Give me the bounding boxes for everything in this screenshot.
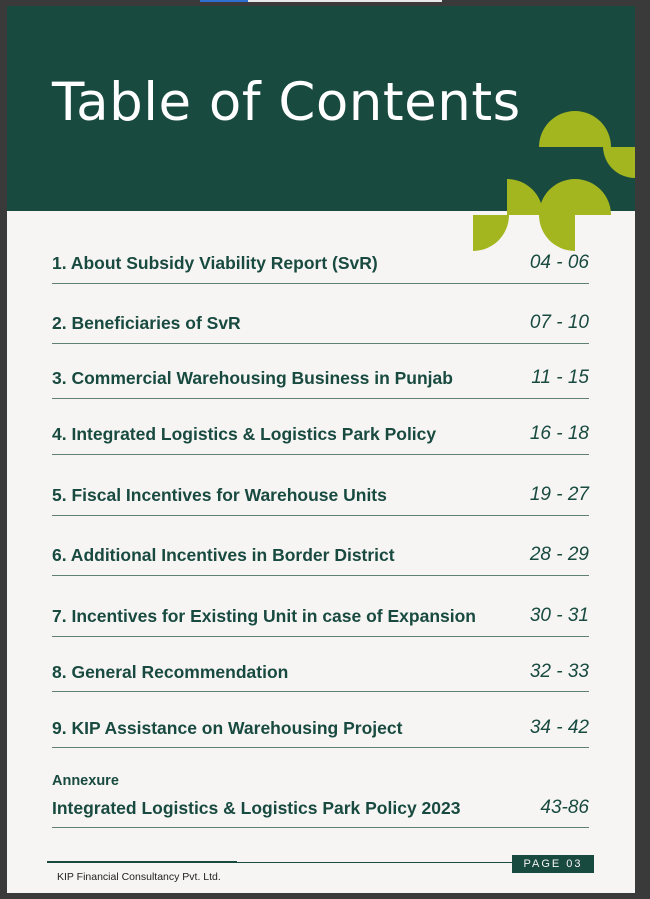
- deco-shape-6: [575, 179, 611, 215]
- toc-entry-pages: 19 - 27: [529, 484, 589, 505]
- annexure-entry[interactable]: [52, 796, 589, 828]
- geometric-decoration: [7, 6, 635, 266]
- footer-divider-thin: [237, 862, 512, 863]
- toc-entry-label: 8. General Recommendation: [52, 662, 289, 682]
- toc-entry-pages: 28 - 29: [529, 544, 589, 565]
- company-name: KIP Financial Consultancy Pvt. Ltd.: [57, 871, 221, 883]
- toc-entry-2[interactable]: [52, 284, 589, 344]
- toc-entry-label: 4. Integrated Logistics & Logistics Park Policy: [52, 424, 437, 444]
- toc-entry-label: 5. Fiscal Incentives for Warehouse Units: [52, 485, 387, 505]
- toc-entry-label: 3. Commercial Warehousing Business in Punjab: [52, 368, 453, 388]
- toc-entry-5[interactable]: [52, 455, 589, 516]
- annexure-heading: Annexure: [52, 773, 119, 789]
- annexure-label: Integrated Logistics & Logistics Park Policy 2023: [52, 798, 461, 818]
- toc-entry-label: 9. KIP Assistance on Warehousing Project: [52, 718, 403, 738]
- page-title: Table of Contents: [52, 72, 521, 133]
- toc-entry-3[interactable]: [52, 344, 589, 399]
- toc-entry-pages: 32 - 33: [529, 661, 589, 682]
- deco-shape-4: [507, 179, 543, 215]
- toc-entry-pages: 11 - 15: [531, 367, 589, 388]
- deco-shape-3: [603, 147, 635, 178]
- toc-entry-label: 7. Incentives for Existing Unit in case of Expansion: [52, 606, 476, 626]
- viewer-top-strip-blue: [200, 0, 248, 2]
- toc-entry-9[interactable]: [52, 692, 589, 748]
- toc-entry-label: 2. Beneficiaries of SvR: [52, 313, 241, 333]
- toc-entry-pages: 34 - 42: [529, 717, 589, 738]
- toc-entry-pages: 16 - 18: [529, 423, 589, 444]
- toc-entry-1[interactable]: [52, 238, 589, 284]
- footer-divider-thick: [47, 861, 237, 863]
- toc-entry-pages: 04 - 06: [529, 252, 589, 273]
- toc-entry-pages: 07 - 10: [529, 312, 589, 333]
- page-number-badge: PAGE 03: [512, 855, 594, 873]
- annexure-pages: 43-86: [540, 797, 589, 818]
- toc-entry-7[interactable]: [52, 576, 589, 637]
- toc-entry-label: 1. About Subsidy Viability Report (SvR): [52, 253, 378, 273]
- deco-shape-2: [575, 111, 611, 147]
- toc-entry-pages: 30 - 31: [529, 605, 589, 626]
- toc-entry-8[interactable]: [52, 637, 589, 692]
- viewer-top-strip: [248, 0, 442, 2]
- toc-entry-4[interactable]: [52, 399, 589, 455]
- toc-entry-6[interactable]: [52, 516, 589, 576]
- document-page: [7, 6, 635, 893]
- deco-shape-1: [539, 111, 575, 147]
- toc-entry-label: 6. Additional Incentives in Border District: [52, 545, 395, 565]
- deco-shape-5: [539, 179, 575, 215]
